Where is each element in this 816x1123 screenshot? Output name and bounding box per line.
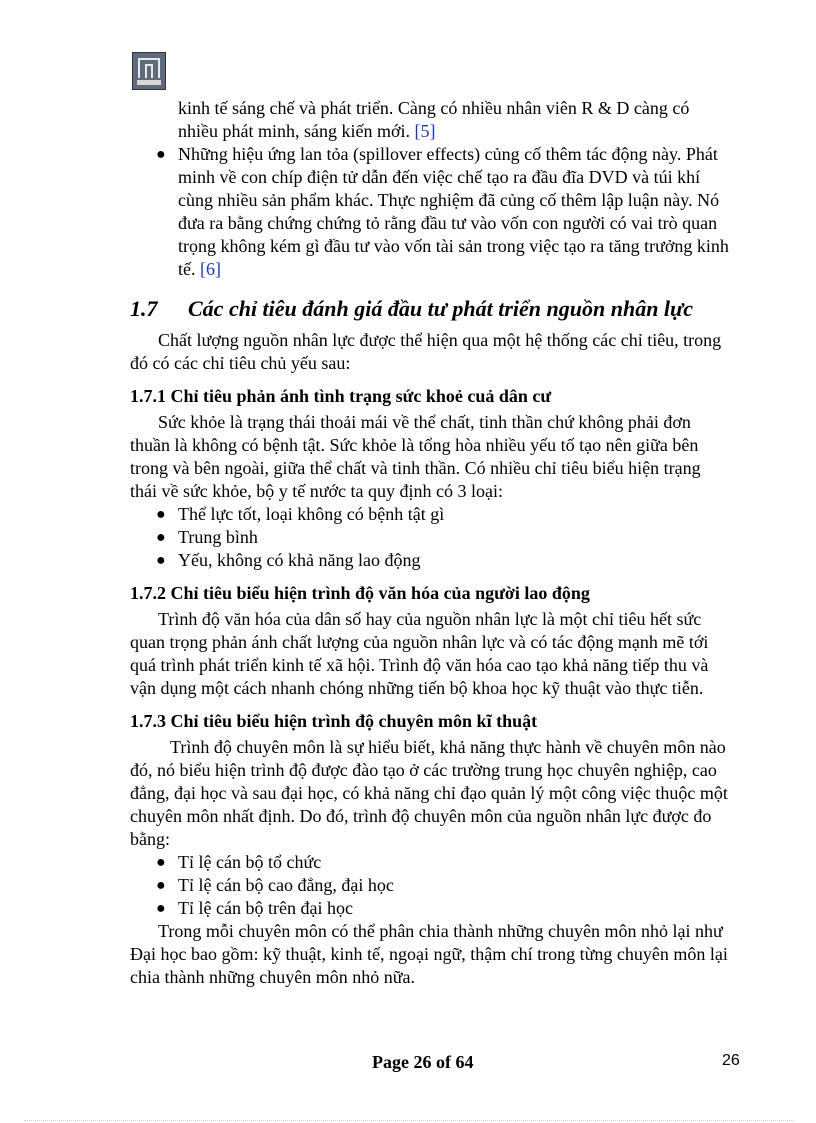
reference-link[interactable]: [5] [414,121,436,141]
bullet-icon: ● [156,552,166,569]
list-item: ● Trung bình [156,527,258,547]
list-item: ● Tỉ lệ cán bộ trên đại học [156,898,353,918]
list-item: ● Thể lực tốt, loại không có bệnh tật gì [156,504,445,524]
book-logo-icon [132,52,166,90]
continuation-paragraph: kinh tế sáng chế và phát triển. Càng có nhiều nhân viên R & D càng có nhiều phát minh, sáng kiến mới. [5] [178,98,690,141]
paragraph: Trình độ chuyên môn là sự hiểu biết, khả năng thực hành về chuyên môn nào đó, nó biểu hiện trình độ được đào tạo ở các trường trung học chuyên nghiệp, cao đẳng, đại học và sau đại học, có khả năng chỉ đạo quản lý một công việc thuộc một chuyên môn nhất định. Do đó, trình độ chuyên môn của nguồn nhân lực được đo bằng: [130,737,728,849]
subsection-heading: 1.7.2 Chỉ tiêu biểu hiện trình độ văn hóa của người lao động [130,583,590,603]
bullet-list [130,503,730,572]
list-item: ● Tỉ lệ cán bộ tổ chức [156,852,322,872]
bullet-list [130,851,730,920]
bullet-icon: ● [156,854,166,871]
paragraph: Sức khỏe là trạng thái thoải mái về thể chất, tinh thần chứ không phải đơn thuần là không có bệnh tật. Sức khỏe là tổng hòa nhiều yếu tố tạo nên giữa bên trong và bên ngoài, giữa thể chất và tinh thần. Có nhiều chỉ tiêu biểu hiện trạng thái về sức khỏe, bộ y tế nước ta quy định có 3 loại: [130,412,701,501]
document-body [130,97,730,989]
page-of-label: Page 26 of 64 [372,1052,474,1072]
list-item: ● Yếu, không có khả năng lao động [156,550,421,570]
bullet-icon: ● [156,146,166,163]
bullet-icon: ● [156,506,166,523]
bullet-icon: ● [156,529,166,546]
section-intro: Chất lượng nguồn nhân lực được thể hiện qua một hệ thống các chỉ tiêu, trong đó có các chỉ tiêu chủ yếu sau: [130,330,722,373]
page-number: 26 [722,1052,740,1069]
subsection-heading: 1.7.1 Chỉ tiêu phản ánh tình trạng sức khoẻ cuả dân cư [130,386,552,406]
subsection-heading: 1.7.3 Chỉ tiêu biểu hiện trình độ chuyên môn kĩ thuật [130,711,538,731]
bullet-icon: ● [156,877,166,894]
closing-paragraph: Trong mỗi chuyên môn có thể phân chia thành những chuyên môn nhỏ lại như Đại học bao gồm: kỹ thuật, kinh tế, ngoại ngữ, thậm chí trong từng chuyên môn lại chia thành những chuyên môn nhỏ nữa. [130,921,728,987]
page-border-divider [24,1120,794,1121]
section-heading: 1.7 Các chỉ tiêu đánh giá đầu tư phát triển nguồn nhân lực [130,296,693,321]
paragraph: Trình độ văn hóa của dân số hay của nguồn nhân lực là một chỉ tiêu hết sức quan trọng phản ánh chất lượng của nguồn nhân lực và có tác động mạnh mẽ tới quá trình phát triển kinh tế xã hội. Trình độ văn hóa cao tạo khả năng tiếp thu và vận dụng một cách nhanh chóng những tiến bộ khoa học kỹ thuật vào thực tiễn. [130,609,709,698]
bullet-icon: ● [156,900,166,917]
list-item: ● Những hiệu ứng lan tỏa (spillover effects) củng cố thêm tác động này. Phát minh về con chíp điện tử dẫn đến việc chế tạo ra đầu đĩa DVD và túi khí cùng nhiều sản phẩm khác. Thực nghiệm đã củng cố thêm lập luận này. Nó đưa ra bằng chứng chứng tỏ rằng đầu tư vào vốn con người có vai trò quan trọng không kém gì đầu tư vào vốn tài sản trong việc tạo ra tăng trưởng kinh tế. [6] [156,144,729,279]
list-item: ● Tỉ lệ cán bộ cao đẳng, đại học [156,875,394,895]
reference-link[interactable]: [6] [200,259,221,279]
